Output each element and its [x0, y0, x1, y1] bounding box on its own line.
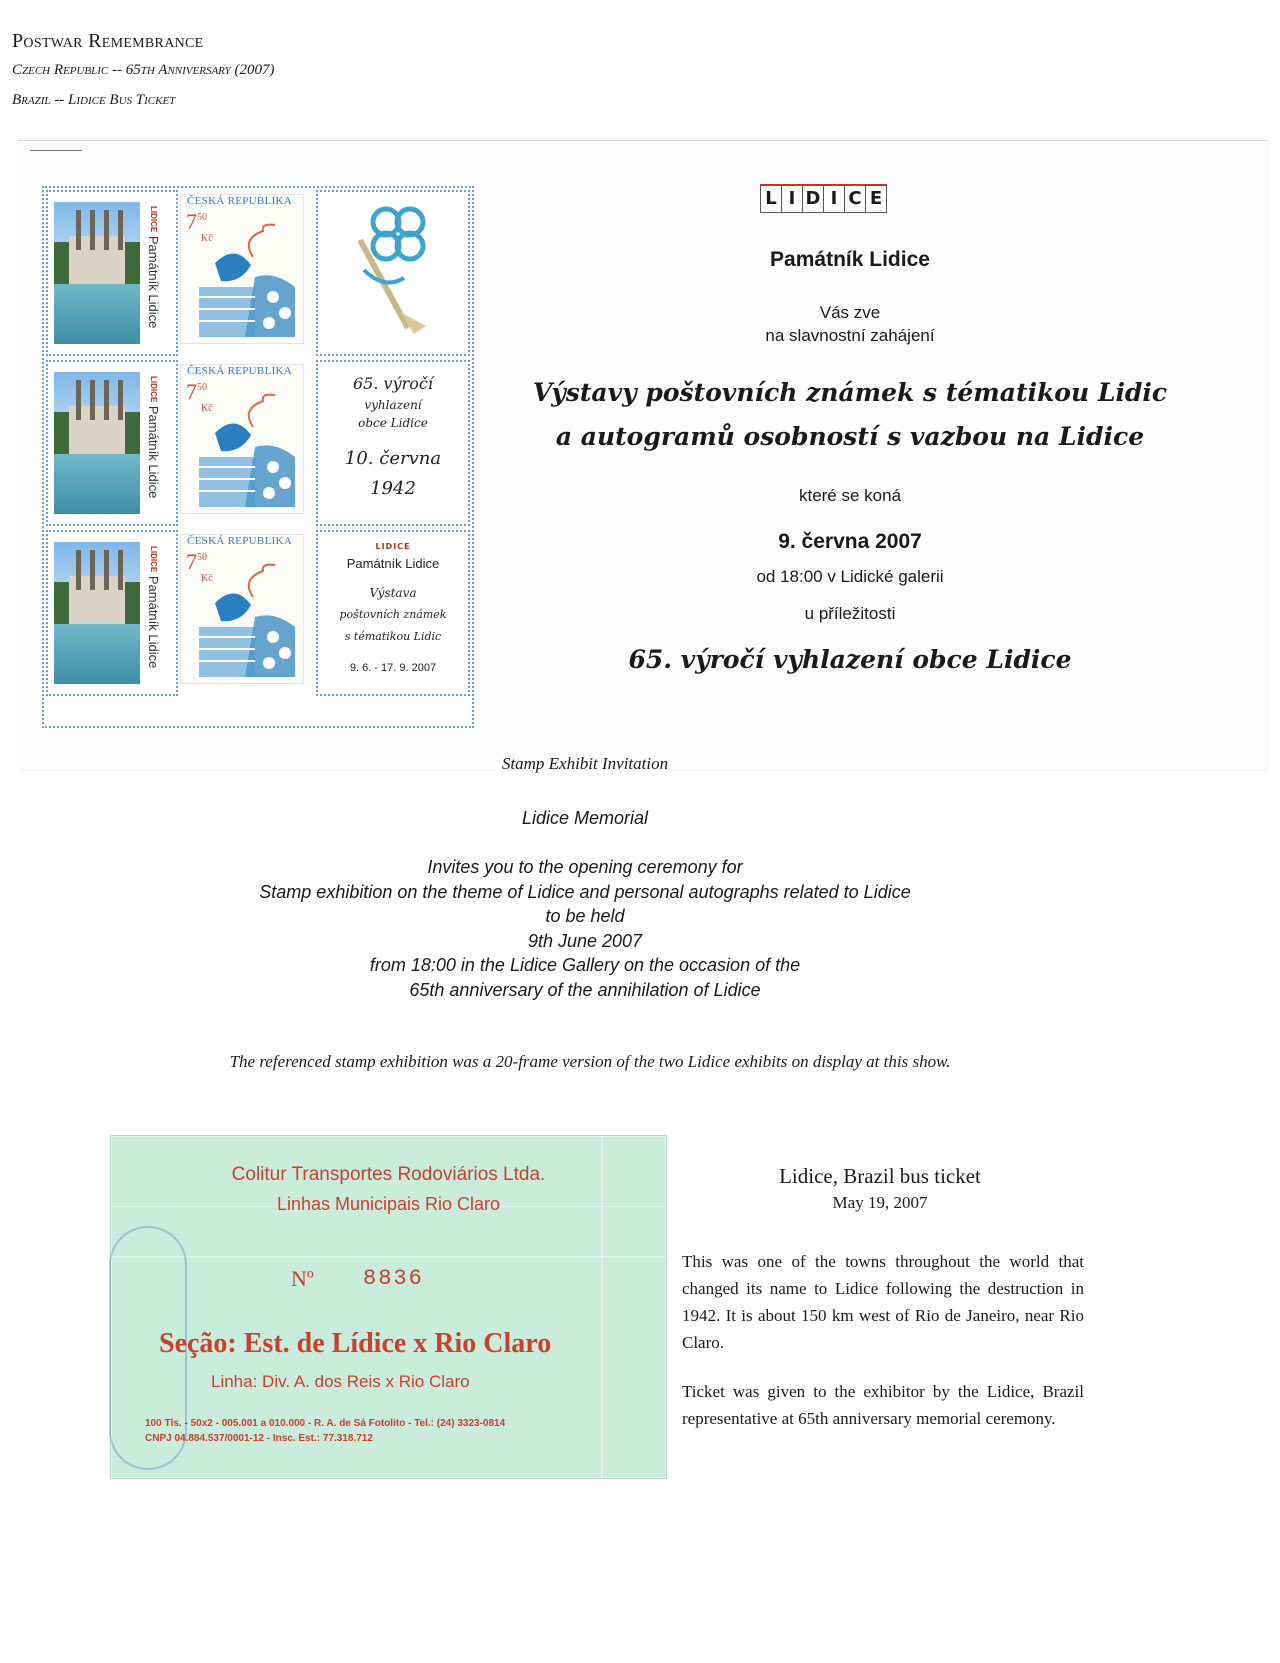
side-label: LIDICE Památník Lidice — [146, 206, 161, 329]
ticket-company: Colitur Transportes Rodoviários Ltda. — [231, 1164, 546, 1185]
translation-line: Invites you to the opening ceremony for — [427, 857, 743, 877]
anniversary-line: 65. výročí vyhlazení obce Lidice — [628, 645, 1072, 674]
ticket-info-paragraph: Ticket was given to the exhibitor by the Lidice, Brazil representative at 65th anniversary memorial ceremony. — [682, 1382, 1084, 1428]
exhibition-title-1: Výstavy poštovních známek s tématikou Lidic — [532, 378, 1168, 407]
ticket-info-title: Lidice, Brazil bus ticket — [779, 1164, 981, 1188]
trumpet-label-cell — [316, 190, 470, 356]
occasion-line: u příležitosti — [804, 604, 896, 623]
stamp-country: ČESKÁ REPUBLIKA — [187, 195, 293, 207]
stamp-value: $7^{50}$ — [186, 379, 207, 404]
trumpet-clover-icon — [340, 200, 450, 342]
label-line: obce Lidice — [358, 416, 428, 430]
translation-line: 9th June 2007 — [527, 930, 643, 951]
translation-line: from 18:00 in the Lidice Gallery on the occasion of the — [369, 955, 801, 975]
side-label: LIDICE Památník Lidice — [146, 376, 161, 499]
ticket-lines: Linhas Municipais Rio Claro — [276, 1194, 501, 1214]
label-dates: 9. 6. - 17. 9. 2007 — [349, 662, 437, 674]
page-title: Postwar Remembrance — [12, 30, 204, 52]
exhibition-title-2: a autogramů osobností s vazbou na Lidice — [555, 422, 1145, 451]
label-line: 10. června — [344, 448, 442, 469]
exhibition-label-cell — [316, 530, 470, 696]
ticket-number: 8836 — [363, 1266, 424, 1291]
mini-lidice-logo: LIDICE — [375, 542, 411, 551]
memorial-photo-cell — [46, 360, 178, 526]
label-line: Výstava — [369, 586, 417, 600]
memorial-photo — [54, 202, 140, 344]
ticket-section: Seção: Est. de Lídice x Rio Claro — [159, 1328, 552, 1359]
translation-line: 65th anniversary of the annihilation of Lidice — [409, 979, 761, 1000]
stamp-sheet — [42, 186, 474, 728]
peacock-illustration — [195, 217, 299, 341]
stamp-country: ČESKÁ REPUBLIKA — [187, 535, 293, 547]
memorial-photo-cell — [46, 190, 178, 356]
exhibit-note: The referenced stamp exhibition was a 20-frame version of the two Lidice exhibits on display at this show. — [229, 1052, 951, 1071]
ticket-info-paragraph: This was one of the towns throughout the world that changed its name to Lidice following the destruction in 1942. It is about 150 km west of Rio de Janeiro, near Rio Claro. — [682, 1252, 1084, 1352]
peacock-stamp — [180, 194, 304, 344]
anniversary-label-cell — [316, 360, 470, 526]
stamp-currency: Kč — [201, 573, 213, 584]
memorial-photo — [54, 542, 140, 684]
peacock-illustration — [195, 387, 299, 511]
card-divider — [30, 150, 82, 151]
translation-body — [0, 855, 1170, 1002]
ticket-fineprint: CNPJ 04.884.537/0001-12 - Insc. Est.: 77.318.712 — [145, 1433, 373, 1444]
peacock-stamp — [180, 534, 304, 684]
ticket-fineprint: 100 Tls. - 50x2 - 005.001 a 010.000 - R. A. de Sá Fotolito - Tel.: (24) 3323-0814 — [145, 1418, 506, 1429]
label-line: 65. výročí — [353, 374, 433, 393]
ticket-route: Linha: Div. A. dos Reis x Rio Claro — [211, 1372, 470, 1391]
page-subtitle-czech: Czech Republic -- 65th Anniversary (2007) — [12, 62, 275, 78]
side-label: LIDICE Památník Lidice — [146, 546, 161, 669]
peacock-stamp — [180, 364, 304, 514]
label-title: Památník Lidice — [346, 556, 440, 571]
translation-memorial: Lidice Memorial — [521, 808, 649, 828]
stamp-currency: Kč — [201, 233, 213, 244]
label-line: 1942 — [370, 478, 416, 499]
memorial-photo-cell — [46, 530, 178, 696]
held-line: které se koná — [798, 486, 902, 505]
memorial-title: Památník Lidice — [770, 248, 930, 271]
lidice-logo: L I D I C E — [760, 184, 886, 214]
stamp-currency: Kč — [201, 403, 213, 414]
event-date: 9. června 2007 — [778, 530, 922, 553]
memorial-photo — [54, 372, 140, 514]
translation-line: to be held — [545, 906, 625, 926]
label-line: s tématikou Lidic — [344, 630, 442, 643]
ticket-number-label: Nº — [291, 1266, 314, 1291]
peacock-illustration — [195, 557, 299, 681]
ceremony-line: na slavnostní zahájení — [765, 326, 935, 345]
label-line: poštovních známek — [339, 608, 447, 621]
stamp-value: $7^{50}$ — [186, 549, 207, 574]
translation-title: Stamp Exhibit Invitation — [501, 754, 669, 773]
ticket-info-date: May 19, 2007 — [832, 1193, 928, 1212]
page-subtitle-brazil: Brazil -- Lidice Bus Ticket — [12, 92, 176, 108]
stamp-country: ČESKÁ REPUBLIKA — [187, 365, 293, 377]
event-time: od 18:00 v Lidické galerii — [756, 567, 944, 586]
translation-line: Stamp exhibition on the theme of Lidice and personal autographs related to Lidice — [259, 881, 911, 902]
invites-line: Vás zve — [819, 303, 881, 322]
label-line: vyhlazení — [364, 398, 422, 412]
stamp-value: $7^{50}$ — [186, 209, 207, 234]
bus-ticket — [110, 1135, 667, 1479]
